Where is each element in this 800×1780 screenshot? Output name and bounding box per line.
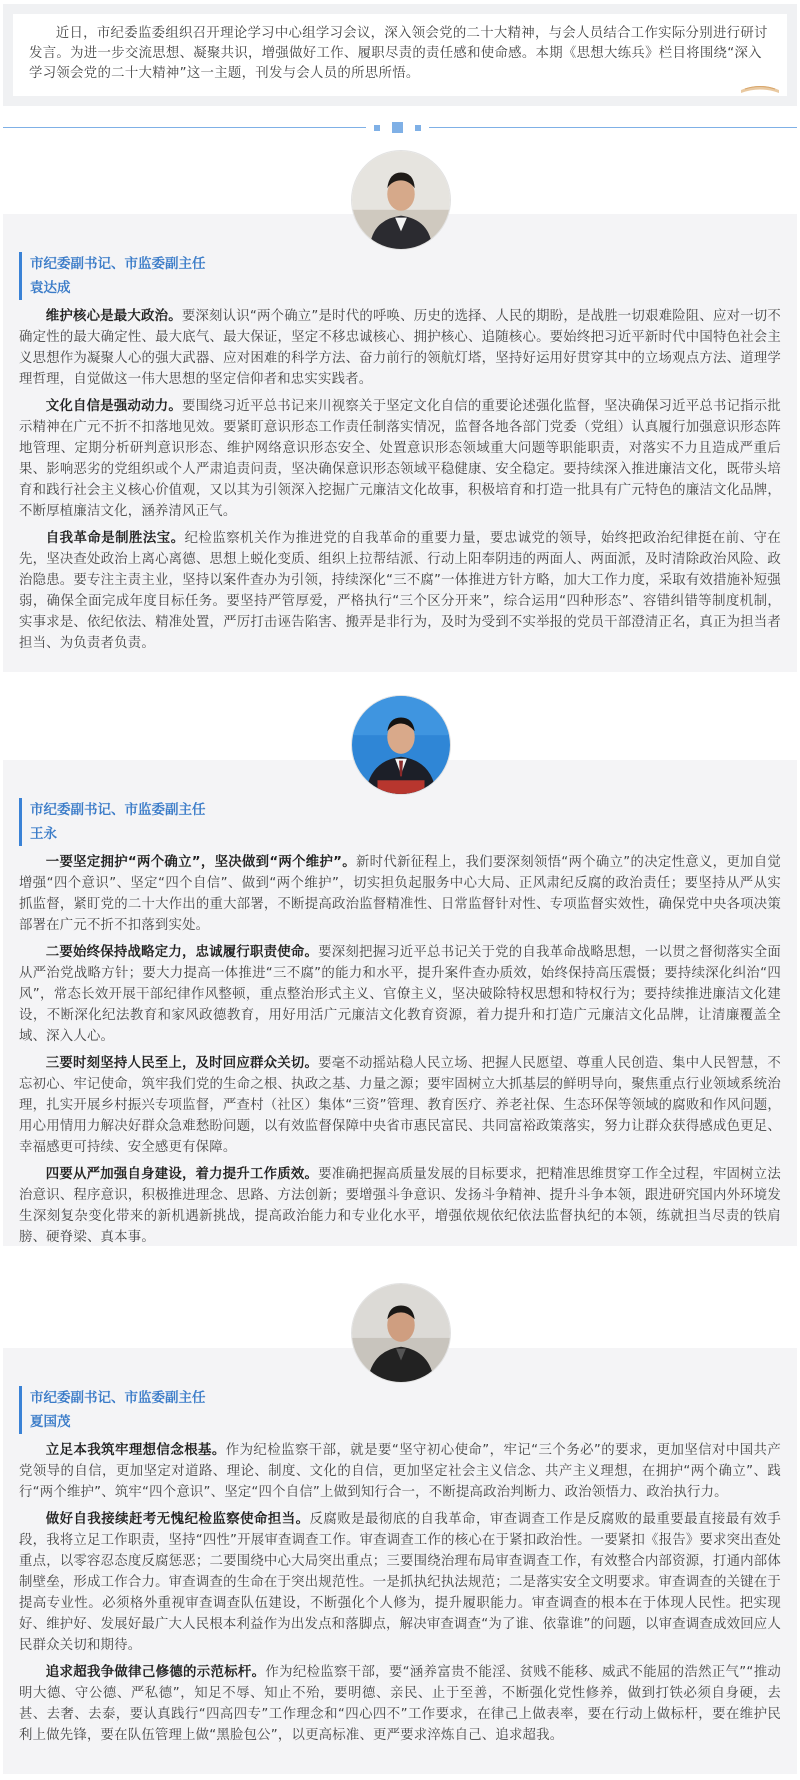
paragraph-body: 纪检监察机关作为推进党的自我革命的重要力量，要忠诚党的领导，始终把政治纪律挺在前、守在先，坚决查处政治上离心离德、思想上蜕化变质、组织上拉帮结派、行动上阳奉阴违的两面人、两面派，及时清除政治风险、政治隐患。要专注主责主业，坚持以案件查办为引领，持续深化“三不腐”一体推进方针方略，加大工作力度，采取有效措施补短强弱，确保全面完成年度目标任务。要坚持严管厚爱，严格执行“三个区分开来”，综合运用“四种形态”、容错纠错等制度机制，实事求是、依纪依法、精准处置，严厉打击诬告陷害、搬弄是非行为，及时为受到不实举报的党员干部澄清正名，真正为担当者担当、为负责者负责。 <box>19 531 781 651</box>
book-icon <box>739 80 781 94</box>
title-block <box>19 798 781 846</box>
paragraph <box>19 1440 781 1503</box>
person-name: 王永 <box>30 826 57 842</box>
paragraph <box>19 528 781 654</box>
paragraph-lead: 立足本我筑牢理想信念根基。 <box>45 1443 226 1458</box>
paragraph-lead: 二要始终保持战略定力，忠诚履行职责使命。 <box>45 945 319 960</box>
profile-card <box>3 214 797 672</box>
paragraph <box>19 942 781 1047</box>
paragraph <box>19 306 781 390</box>
paragraph-lead: 文化自信是强动动力。 <box>45 399 182 414</box>
paragraph-body: 新时代新征程上，我们要深刻领悟“两个确立”的决定性意义，更加自觉增强“四个意识”、坚定“四个自信”、做到“两个维护”，切实担负起服务中心大局、正风肃纪反腐的政治责任；要坚持从严从实抓监督，紧盯党的二十大作出的重大部署，不断提高政治监督精准性、日常监督针对性、专项监督实效性，确保党中央各项决策部署在广元不折不扣落到实处。 <box>19 855 781 933</box>
avatar <box>351 150 451 250</box>
portrait-image <box>352 696 450 794</box>
portrait-image <box>352 151 450 249</box>
profile-card <box>3 1348 797 1774</box>
paragraph <box>19 852 781 936</box>
paragraph <box>19 1509 781 1656</box>
person-name: 袁达成 <box>30 280 71 296</box>
paragraph <box>19 1662 781 1746</box>
paragraph <box>19 1053 781 1158</box>
paragraph-body: 要深刻把握习近平总书记关于党的自我革命战略思想，一以贯之督彻落实全面从严治党战略方针；要大力提高一体推进“三不腐”的能力和水平，提升案件查办质效，始终保持高压震慑；要持续深化纠治“四风”，常态长效开展干部纪律作风整顿，重点整治形式主义、官僚主义，坚决破除特权思想和特权行为；要持续推进廉洁文化建设，不断深化纪法教育和家风政德教育，用好用活广元廉洁文化教育资源，着力提升和打造广元廉洁文化品牌，让清廉覆盖全域、深入人心。 <box>19 945 781 1044</box>
job-title: 市纪委副书记、市监委副主任 <box>30 802 206 818</box>
paragraph-lead: 维护核心是最大政治。 <box>45 309 182 324</box>
section-divider <box>3 121 797 135</box>
intro-text: 近日，市纪委监委组织召开理论学习中心组学习会议，深入领会党的二十大精神，与会人员结合工作实际分别进行研讨发言。为进一步交流思想、凝聚共识，增强做好工作、履职尽责的责任感和使命感。本期《思想大练兵》栏目将围绕“深入学习领会党的二十大精神”这一主题，刊发与会人员的所思所悟。 <box>29 26 768 81</box>
job-title: 市纪委副书记、市监委副主任 <box>30 1390 206 1406</box>
divider-dot <box>374 125 380 131</box>
divider-dot <box>392 122 403 133</box>
intro-box <box>3 4 797 106</box>
paragraph-body: 反腐败是最彻底的自我革命，审查调查工作是反腐败的最重要最直接最有效手段，我将立足工作职责，坚持“四性”开展审查调查工作。审查调查工作的核心在于紧扣政治性。一要紧扣《报告》要求突出查处重点，以零容忍态度反腐惩恶；二要围绕中心大局突出重点；三要围绕治理布局审查调查工作，有效整合内部资源，打通内部体制壁垒，形成工作合力。审查调查的生命在于突出规范性。一是抓执纪执法规范；二是落实安全文明要求。审查调查的关键在于提高专业性。必须格外重视审查调查队伍建设，不断强化个人修为，提升履职能力。审查调查的根本在于体现人民性。把实现好、维护好、发展好最广大人民根本利益作为出发点和落脚点，解决审查调查“为了谁、依靠谁”的问题，以审查调查成效回应人民群众关切和期待。 <box>19 1512 781 1653</box>
divider-dot <box>415 125 421 131</box>
paragraph-body: 要毫不动摇站稳人民立场、把握人民愿望、尊重人民创造、集中人民智慧，不忘初心、牢记使命，筑牢我们党的生命之根、执政之基、力量之源；要牢固树立大抓基层的鲜明导向，聚焦重点行业领域系统治理，扎实开展乡村振兴专项监督，严查村（社区）集体“三资”管理、教育医疗、养老社保、生态环保等领域的腐败和作风问题，用心用情用力解决好群众急难愁盼问题，以有效监督保障中央省市惠民富民、共同富裕政策落实，努力让群众获得感成色更足、幸福感更可持续、安全感更有保障。 <box>19 1056 781 1155</box>
avatar <box>351 695 451 795</box>
paragraph-lead: 一要坚定拥护“两个确立”，坚决做到“两个维护”。 <box>45 855 356 870</box>
paragraph-lead: 四要从严加强自身建设，着力提升工作质效。 <box>45 1167 319 1182</box>
paragraph-body: 要准确把握高质量发展的目标要求，把精准思维贯穿工作全过程，牢固树立法治意识、程序意识，积极推进理念、思路、方法创新；要增强斗争意识、发扬斗争精神、提升斗争本领，跟进研究国内外环境发生深刻复杂变化带来的新机遇新挑战，提高政治能力和专业化水平，增强依规依纪依法监督执纪的本领，练就担当尽责的铁肩膀、硬脊梁、真本事。 <box>19 1167 781 1245</box>
profile-card <box>3 760 797 1246</box>
intro-inner <box>13 14 787 96</box>
paragraph-body: 作为纪检监察干部，就是要“坚守初心使命”，牢记“三个务必”的要求，更加坚信对中国共产党领导的自信，更加坚定对道路、理论、制度、文化的自信，更加坚定社会主义信念、共产主义理想，在拥护“两个确立”、践行“两个维护”、筑牢“四个意识”、坚定“四个自信”上做到知行合一，不断提高政治判断力、政治领悟力、政治执行力。 <box>19 1443 781 1500</box>
paragraph-body: 要深刻认识“两个确立”是时代的呼唤、历史的选择、人民的期盼，是战胜一切艰难险阻、应对一切不确定性的最大确定性、最大底气、最大保证，坚定不移忠诚核心、拥护核心、追随核心。要始终把习近平新时代中国特色社会主义思想作为凝聚人心的强大武器、应对困难的科学方法、奋力前行的领航灯塔，坚持好运用好贯穿其中的立场观点方法、道理学理哲理，自觉做这一伟大思想的坚定信仰者和忠实实践者。 <box>19 309 782 387</box>
title-block <box>19 252 781 300</box>
paragraph-lead: 自我革命是制胜法宝。 <box>45 531 185 546</box>
person-name: 夏国茂 <box>30 1414 71 1430</box>
portrait-image <box>352 1284 450 1382</box>
divider-ornament <box>366 122 429 133</box>
title-block <box>19 1386 781 1434</box>
avatar <box>351 1283 451 1383</box>
paragraph-lead: 追求超我争做律己修德的示范标杆。 <box>45 1665 266 1680</box>
job-title: 市纪委副书记、市监委副主任 <box>30 256 206 272</box>
paragraph-body: 要围绕习近平总书记来川视察关于坚定文化自信的重要论述强化监督，坚决确保习近平总书记指示批示精神在广元不折不扣落地见效。要紧盯意识形态工作责任制落实情况，监督各地各部门党委（党组）认真履行加强意识形态阵地管理、定期分析研判意识形态、维护网络意识形态安全、处置意识形态领域重大问题等职能职责，对落实不力且造成严重后果、影响恶劣的党组织或个人严肃追责问责，坚决确保意识形态领域平稳健康、安全稳定。要持续深入推进廉洁文化，既带头培育和践行社会主义核心价值观，又以其为引领深入挖掘广元廉洁文化故事，积极培育和打造一批具有广元特色的廉洁文化品牌，不断厚植廉洁文化，涵养清风正气。 <box>19 399 782 519</box>
paragraph-lead: 做好自我接续赶考无愧纪检监察使命担当。 <box>45 1512 310 1527</box>
paragraph <box>19 396 781 522</box>
paragraph-lead: 三要时刻坚持人民至上，及时回应群众关切。 <box>45 1056 319 1071</box>
paragraph <box>19 1164 781 1248</box>
paragraph-body: 作为纪检监察干部，要“涵养富贵不能淫、贫贱不能移、威武不能屈的浩然正气”“推动明大德、守公德、严私德”，知足不辱、知止不殆，要明德、亲民、止于至善，不断强化党性修养，做到打铁必须自身硬，去甚、去奢、去泰，要认真践行“四高四专”工作理念和“四心四不”工作要求，在律己上做表率，要在行动上做标杆，要在维护民利上做先锋，要在队伍管理上做“黑脸包公”，以更高标准、更严要求淬炼自己、追求超我。 <box>19 1665 782 1743</box>
